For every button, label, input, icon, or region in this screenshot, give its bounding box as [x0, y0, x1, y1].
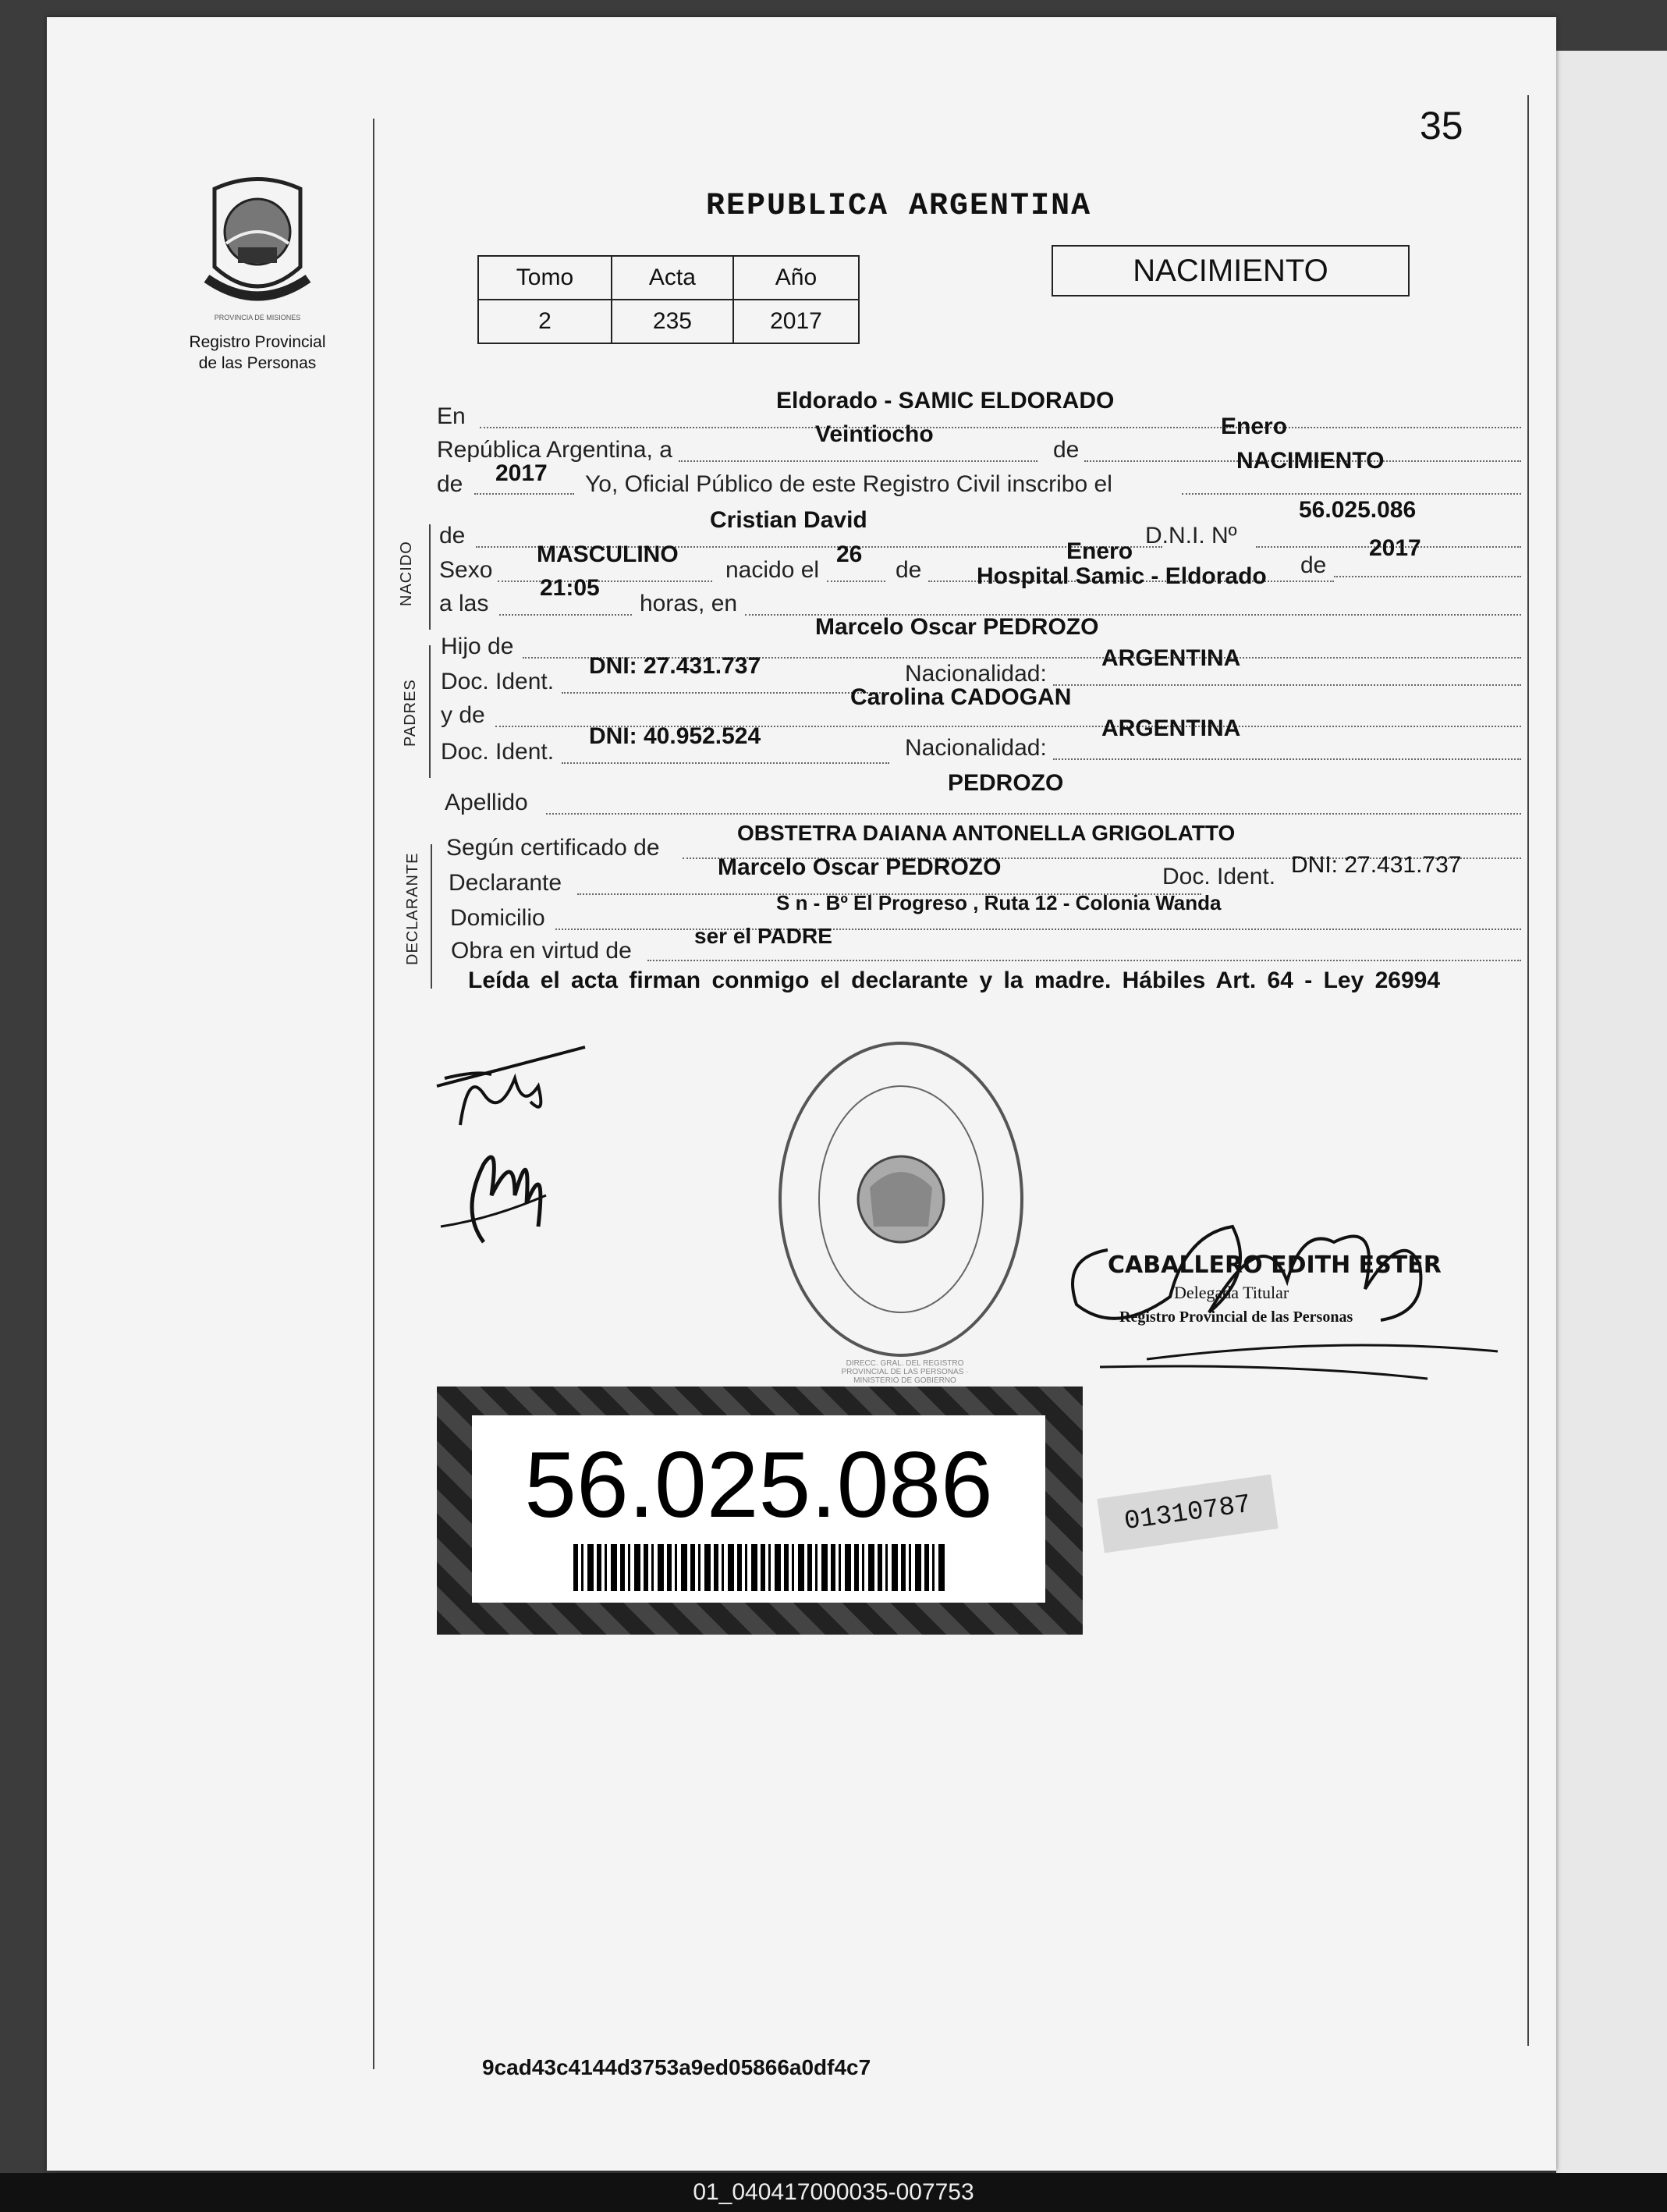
logo-text: PROVINCIA DE MISIONES	[214, 314, 301, 321]
record-type-box: NACIMIENTO	[1052, 245, 1410, 296]
value-lugar: Eldorado - SAMIC ELDORADO	[776, 388, 1115, 414]
side-label-nacido: NACIDO	[398, 541, 415, 606]
label-doc-ident-3: Doc. Ident.	[1162, 864, 1276, 889]
line-nac-anio	[1334, 576, 1521, 577]
label-de: de	[1053, 437, 1080, 463]
record-table	[477, 255, 860, 344]
barcode-number: 56.025.086	[524, 1433, 993, 1537]
line-madre-doc	[562, 762, 889, 764]
closing-text: Leída el acta firman conmigo el declarante y la madre. Hábiles Art. 64 - Ley 26994	[468, 968, 1441, 993]
line-nac-dia	[827, 581, 885, 582]
label-declarante: Declarante	[449, 870, 562, 896]
value-lugar-nac: Hospital Samic - Eldorado	[977, 563, 1267, 589]
declarant-signature-icon	[429, 1039, 601, 1250]
label-hijo-de: Hijo de	[441, 634, 514, 659]
label-obra: Obra en virtud de	[451, 938, 632, 964]
value-dni: 56.025.086	[1299, 497, 1417, 523]
official-name: CABALLERO EDITH ESTER	[1108, 1252, 1442, 1279]
left-margin-line	[373, 119, 374, 2069]
value-padre-doc: DNI: 27.431.737	[589, 653, 761, 679]
value-padre-nac: ARGENTINA	[1101, 645, 1241, 671]
line-acto	[1182, 493, 1521, 495]
value-domicilio: S n - Bº El Progreso , Ruta 12 - Colonia Wanda	[776, 891, 1222, 914]
label-segun-cert: Según certificado de	[446, 835, 660, 861]
line-obra	[647, 960, 1521, 961]
value-nombre: Cristian David	[710, 507, 867, 533]
label-republica: República Argentina, a	[437, 437, 672, 463]
label-dni-no: D.N.I. Nº	[1145, 523, 1237, 549]
label-nacido-el: nacido el	[725, 557, 820, 583]
official-office: Registro Provincial de las Personas	[1119, 1308, 1353, 1326]
control-stamp: 01310787	[1097, 1475, 1279, 1553]
line-madre-nac	[1053, 758, 1521, 760]
line-anio	[474, 493, 574, 495]
label-a-las: a las	[439, 591, 489, 616]
issuer-line-1: Registro Provincial	[189, 333, 326, 351]
official-seal-icon	[768, 1031, 1034, 1367]
line-apellido	[546, 813, 1521, 815]
value-certificado: OBSTETRA DAIANA ANTONELLA GRIGOLATTO	[737, 821, 1236, 845]
label-nacionalidad-2: Nacionalidad:	[905, 735, 1047, 761]
value-madre-nac: ARGENTINA	[1101, 715, 1241, 741]
line-lugar	[480, 427, 1521, 428]
label-horas-en: horas, en	[640, 591, 738, 616]
tomo-value: 2	[478, 300, 612, 343]
label-en: En	[437, 403, 466, 429]
issuer-line-2: de las Personas	[198, 354, 317, 372]
label-y-de: y de	[441, 702, 485, 728]
country-title: REPUBLICA ARGENTINA	[706, 189, 1092, 224]
label-de-month: de	[896, 557, 922, 583]
value-hora: 21:05	[540, 575, 600, 601]
line-hora	[499, 614, 632, 616]
barcode-label	[437, 1386, 1083, 1635]
official-title: Delegada Titular	[1174, 1283, 1289, 1302]
value-apellido: PEDROZO	[948, 770, 1064, 796]
anio-header: Año	[733, 256, 859, 300]
label-sexo: Sexo	[439, 557, 493, 583]
seal-text: DIRECC. GRAL. DEL REGISTRO PROVINCIAL DE LAS PERSONAS · MINISTERIO DE GOBIERNO	[841, 1359, 969, 1385]
label-de-year: de	[437, 471, 463, 497]
acta-value: 235	[612, 300, 733, 343]
value-nac-dia: 26	[836, 541, 863, 567]
nacido-bracket	[429, 524, 431, 630]
line-padre-doc	[562, 692, 889, 694]
value-declarante: Marcelo Oscar PEDROZO	[718, 854, 1002, 880]
label-de-name: de	[439, 523, 466, 549]
line-dia	[679, 460, 1037, 462]
label-domicilio: Domicilio	[450, 905, 545, 931]
value-nac-anio: 2017	[1369, 535, 1421, 561]
line-padre-nac	[1053, 684, 1521, 686]
padres-bracket	[429, 645, 431, 778]
barcode-bars-icon	[573, 1544, 948, 1591]
footer-id: 01_040417000035-007753	[0, 2173, 1667, 2212]
label-doc-ident-2: Doc. Ident.	[441, 739, 555, 765]
barcode-inner	[472, 1415, 1045, 1603]
value-madre-doc: DNI: 40.952.524	[589, 723, 761, 749]
page-number: 35	[1420, 104, 1463, 147]
value-acto: NACIMIENTO	[1236, 448, 1385, 474]
value-sexo: MASCULINO	[537, 541, 679, 567]
value-nac-mes: Enero	[1066, 538, 1133, 564]
side-label-declarante: DECLARANTE	[404, 852, 421, 965]
label-nacionalidad-1: Nacionalidad:	[905, 661, 1047, 687]
value-dia: Veintiocho	[815, 421, 934, 447]
line-sexo	[498, 581, 712, 582]
side-label-padres: PADRES	[402, 679, 419, 747]
birth-certificate-page	[47, 17, 1556, 2171]
acta-header: Acta	[612, 256, 733, 300]
right-margin-line	[1527, 95, 1529, 2046]
label-doc-ident-1: Doc. Ident.	[441, 669, 555, 694]
value-mes: Enero	[1221, 414, 1288, 439]
value-declarante-doc: DNI: 27.431.737	[1291, 852, 1462, 878]
value-obra: ser el PADRE	[694, 924, 832, 948]
document-hash: 9cad43c4144d3753a9ed05866a0df4c7	[482, 2055, 871, 2079]
value-padre: Marcelo Oscar PEDROZO	[815, 614, 1099, 640]
declarante-bracket	[431, 844, 432, 989]
label-apellido: Apellido	[445, 790, 528, 815]
value-anio: 2017	[495, 460, 548, 486]
adjacent-page	[1556, 51, 1667, 2173]
province-seal-icon	[199, 173, 316, 329]
tomo-header: Tomo	[478, 256, 612, 300]
anio-value: 2017	[733, 300, 859, 343]
value-madre: Carolina CADOGAN	[850, 684, 1072, 710]
label-yo-oficial: Yo, Oficial Público de este Registro Civil inscribo el	[585, 471, 1112, 497]
label-de-year2: de	[1300, 552, 1327, 578]
